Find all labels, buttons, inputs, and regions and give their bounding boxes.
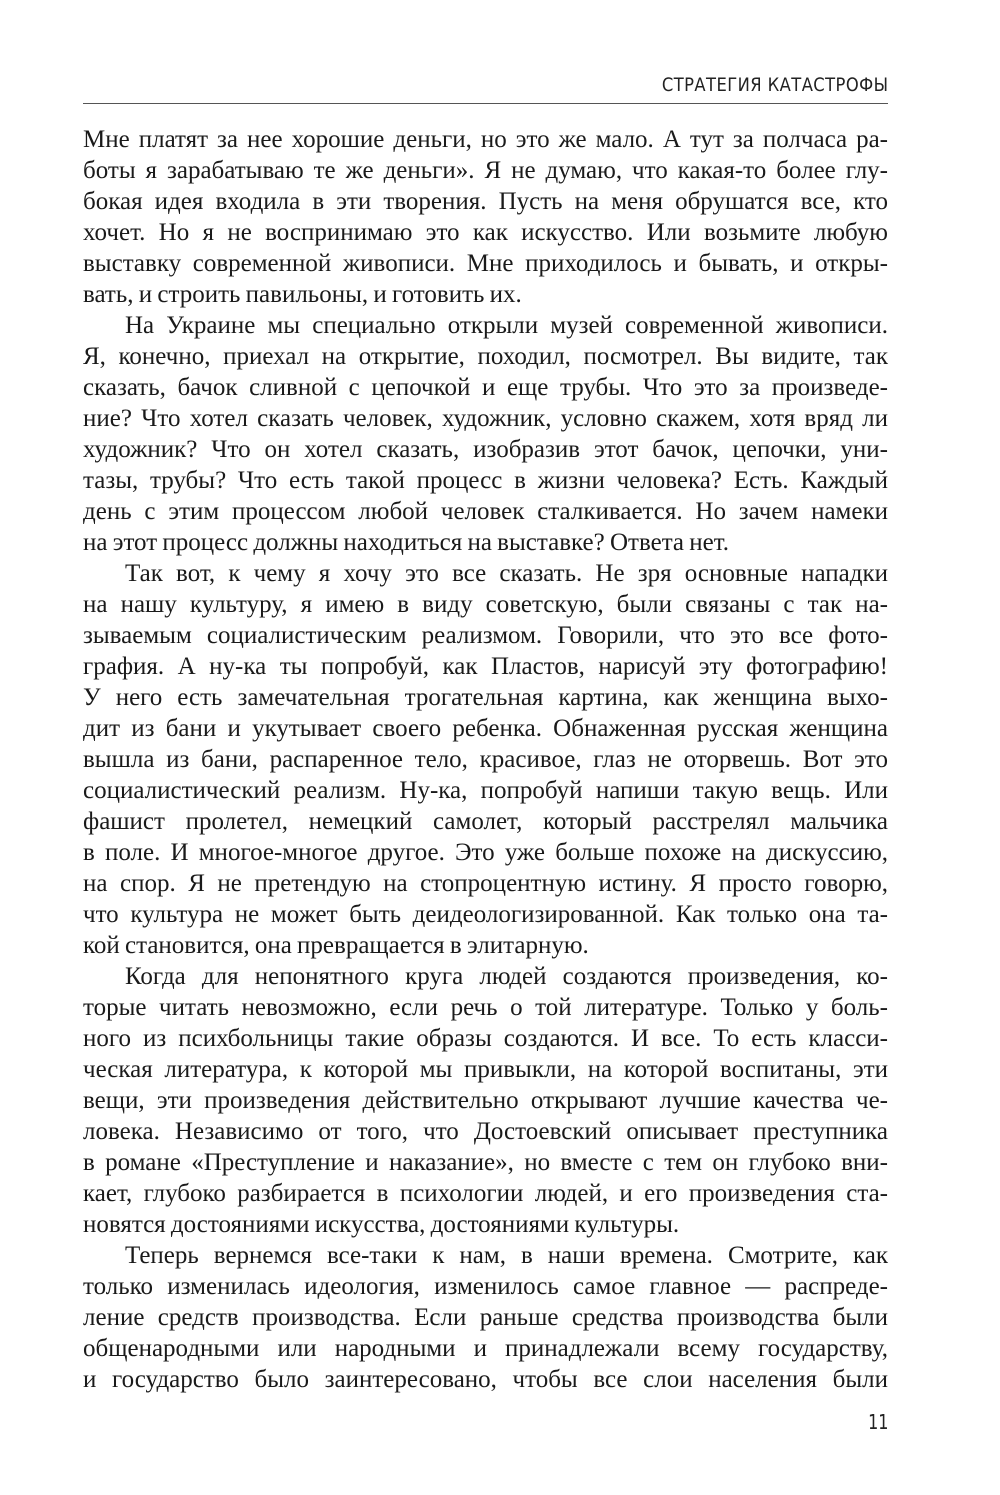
text-line: фашист пролетел, немецкий самолет, который расстрелял мальчика (83, 808, 888, 835)
text-line: боты я зарабатываю те же деньги». Я не думаю, что какая-то более глу- (83, 157, 888, 184)
text-line: зываемым социалистическим реализмом. Говорили, что это все фото- (83, 622, 888, 649)
paragraph (83, 124, 888, 310)
text-line: графия. А ну-ка ты попробуй, как Пластов, нарисуй эту фотографию! (83, 653, 888, 680)
text-line: дит из бани и укутывает своего ребенка. Обнаженная русская женщина (83, 715, 888, 742)
text-line: кой становится, она превращается в элитарную. (83, 932, 589, 959)
page-number: 11 (867, 1410, 888, 1434)
text-line: Мне платят за нее хорошие деньги, но это же мало. А тут за полчаса ра- (83, 126, 888, 153)
header-rule (83, 103, 888, 104)
text-line: в романе «Преступление и наказание», но вместе с тем он глубоко вни- (83, 1149, 888, 1176)
text-line: социалистический реализм. Ну-ка, попробуй напиши такую вещь. Или (83, 777, 888, 804)
text-line: ного из психбольницы такие образы создаются. И все. То есть класси- (83, 1025, 888, 1052)
paragraph (83, 961, 888, 1240)
text-line: художник? Что он хотел сказать, изобразив этот бачок, цепочки, уни- (83, 436, 888, 463)
text-line: только изменилась идеология, изменилось самое главное — распреде- (83, 1273, 888, 1300)
text-line: на этот процесс должны находиться на выставке? Ответа нет. (83, 529, 730, 556)
text-line: тазы, трубы? Что есть такой процесс в жизни человека? Есть. Каждый (83, 467, 888, 494)
text-line: ление средств производства. Если раньше средства производства были (83, 1304, 888, 1331)
text-line: вещи, эти произведения действительно открывают лучшие качества че- (83, 1087, 888, 1114)
text-line: Так вот, к чему я хочу это все сказать. Не зря основные нападки (125, 560, 888, 587)
text-line: на нашу культуру, я имею в виду советскую, были связаны с так на- (83, 591, 888, 618)
text-line: На Украине мы специально открыли музей современной живописи. (125, 312, 888, 339)
text-line: вать, и строить павильоны, и готовить их. (83, 281, 522, 308)
paragraph (83, 310, 888, 558)
text-line: торые читать невозможно, если речь о той литературе. Только у боль- (83, 994, 888, 1021)
text-line: Теперь вернемся все-таки к нам, в наши времена. Смотрите, как (125, 1242, 888, 1269)
text-line: Когда для непонятного круга людей создаются произведения, ко- (125, 963, 888, 990)
text-line: выставку современной живописи. Мне приходилось и бывать, и откры- (83, 250, 888, 277)
paragraph (83, 558, 888, 961)
text-line: на спор. Я не претендую на стопроцентную истину. Я просто говорю, (83, 870, 888, 897)
text-line: ловека. Независимо от того, что Достоевский описывает преступника (83, 1118, 888, 1145)
text-line: общенародными или народными и принадлежали всему государству, (83, 1335, 888, 1362)
text-line: и государство было заинтересовано, чтобы все слои населения были (83, 1366, 888, 1393)
text-line: сказать, бачок сливной с цепочкой и еще трубы. Что это за произведе- (83, 374, 888, 401)
text-line: У него есть замечательная трогательная картина, как женщина выхо- (83, 684, 888, 711)
running-head: СТРАТЕГИЯ КАТАСТРОФЫ (661, 74, 888, 96)
text-line: новятся достояниями искусства, достояниями культуры. (83, 1211, 680, 1238)
text-line: Я, конечно, приехал на открытие, походил, посмотрел. Вы видите, так (83, 343, 888, 370)
text-line: день с этим процессом любой человек сталкивается. Но зачем намеки (83, 498, 888, 525)
text-line: вышла из бани, распаренное тело, красивое, глаз не оторвешь. Вот это (83, 746, 888, 773)
text-line: кает, глубоко разбирается в психологии людей, и его произведения ста- (83, 1180, 888, 1207)
text-line: хочет. Но я не воспринимаю это как искусство. Или возьмите любую (83, 219, 888, 246)
text-line: бокая идея входила в эти творения. Пусть на меня обрушатся все, кто (83, 188, 888, 215)
text-line: в поле. И многое-многое другое. Это уже больше похоже на дискуссию, (83, 839, 888, 866)
text-line: ние? Что хотел сказать человек, художник, условно скажем, хотя вряд ли (83, 405, 888, 432)
body-text (83, 124, 888, 1395)
text-line: ческая литература, к которой мы привыкли, на которой воспитаны, эти (83, 1056, 888, 1083)
paragraph (83, 1240, 888, 1395)
text-line: что культура не может быть деидеологизированной. Как только она та- (83, 901, 888, 928)
